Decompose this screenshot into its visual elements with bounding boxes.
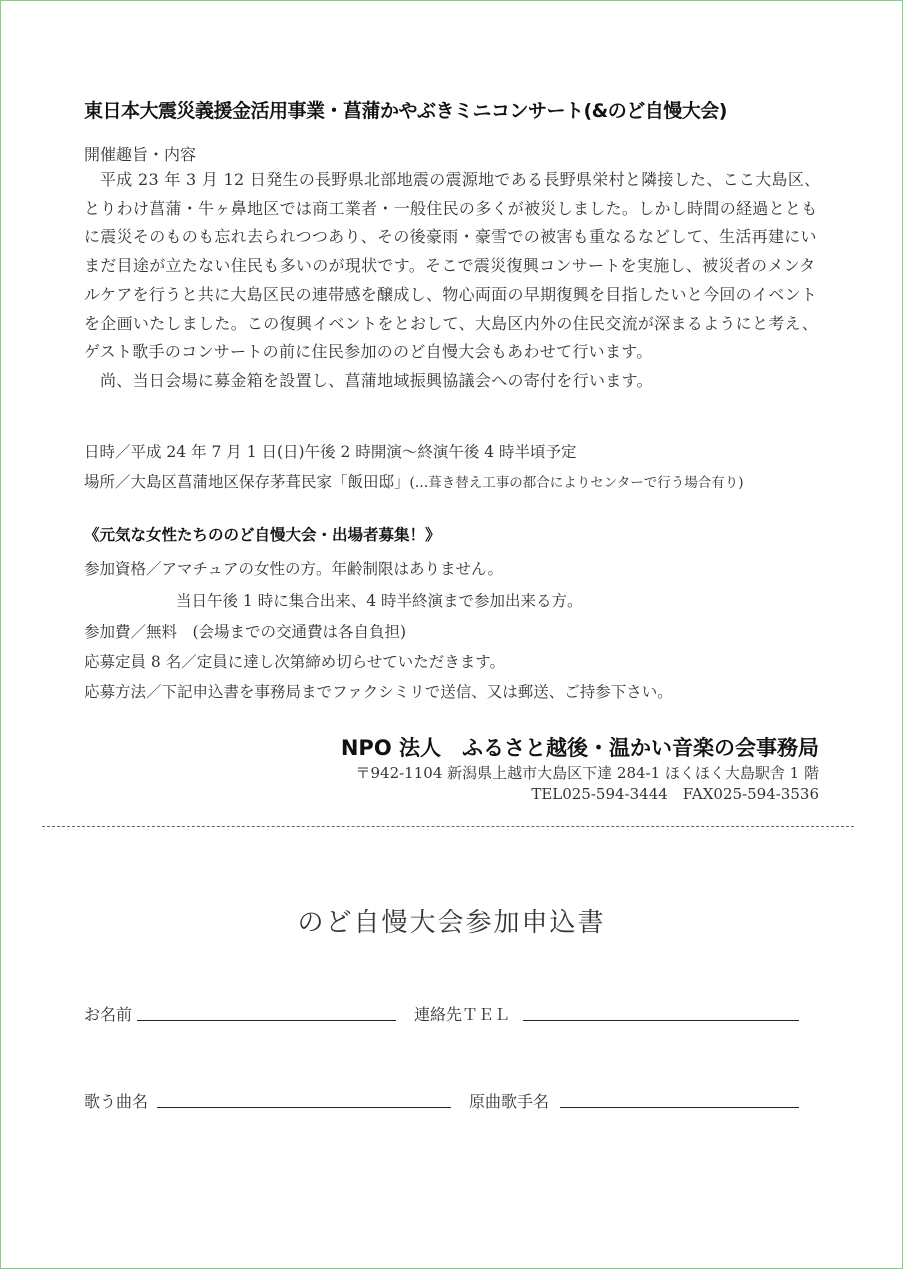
purpose-heading: 開催趣旨・内容 [84, 145, 197, 164]
purpose-paragraph-2: 尚、当日会場に募金箱を設置し、菖蒲地域振興協議会への寄付を行います。 [100, 370, 653, 390]
recruitment-method: 応募方法／下記申込書を事務局までファクシミリで送信、又は郵送、ご持参下さい。 [84, 683, 673, 701]
purpose-body [84, 166, 822, 396]
name-label: お名前 [84, 1005, 133, 1024]
event-venue-line [84, 470, 844, 492]
recruitment-eligibility-cont: 当日午後 1 時に集合出来、4 時半終演まで参加出来る方。 [176, 592, 583, 610]
organizer-address: 〒942-1104 新潟県上越市大島区下達 284-1 ほくほく大島駅舎 1 階 [355, 764, 819, 782]
cut-line-divider [42, 826, 854, 827]
artist-field[interactable] [560, 1107, 799, 1108]
document-title: 東日本大震災義援金活用事業・菖蒲かやぶきミニコンサート(&のど自慢大会) [84, 100, 727, 122]
song-field[interactable] [157, 1107, 451, 1108]
phone-field[interactable] [523, 1020, 799, 1021]
event-datetime: 日時／平成 24 年 7 月 1 日(日)午後 2 時開演～終演午後 4 時半頃予定 [84, 443, 577, 461]
artist-label: 原曲歌手名 [469, 1092, 550, 1111]
organizer-contact: TEL025-594-3444 FAX025-594-3536 [531, 785, 819, 803]
song-label: 歌う曲名 [84, 1092, 149, 1111]
form-title: のど自慢大会参加申込書 [297, 908, 606, 938]
recruitment-capacity: 応募定員 8 名／定員に達し次第締め切らせていただきます。 [84, 653, 506, 671]
phone-label: 連絡先ＴＥＬ [414, 1005, 511, 1024]
recruitment-fee: 参加費／無料 (会場までの交通費は各自負担) [84, 623, 407, 641]
recruitment-heading: 《元気な女性たちののど自慢大会・出場者募集！》 [84, 526, 441, 544]
event-venue-note: (…葺き替え工事の都合によりセンターで行う場合有り) [409, 475, 744, 491]
organizer-name: NPO 法人 ふるさと越後・温かい音楽の会事務局 [340, 736, 819, 760]
purpose-paragraph-1: 平成 23 年 3 月 12 日発生の長野県北部地震の震源地である長野県栄村と隣接した、ここ大島区、とりわけ菖蒲・牛ヶ鼻地区では商工業者・一般住民の多くが被災しました。しかし時間の経過とともに震災そのものも忘れ去られつつあり、その後豪雨・豪雪での被害も重なるなどして、生活再建にいまだ目途が立たない住民も多いのが現状です。そこで震災復興コンサートを実施し、被災者のメンタルケアを行うと共に大島区民の連帯感を醸成し、物心両面の早期復興を目指したいと今回のイベントを企画いたしました。この復興イベントをとおして、大島区内外の住民交流が深まるようにと考え、ゲスト歌手のコンサートの前に住民参加ののど自慢大会もあわせて行います。 [84, 170, 821, 362]
recruitment-eligibility: 参加資格／アマチュアの女性の方。年齢制限はありません。 [84, 560, 503, 578]
event-venue: 場所／大島区菖蒲地区保存茅葺民家「飯田邸」 [84, 473, 410, 491]
name-field[interactable] [137, 1020, 396, 1021]
